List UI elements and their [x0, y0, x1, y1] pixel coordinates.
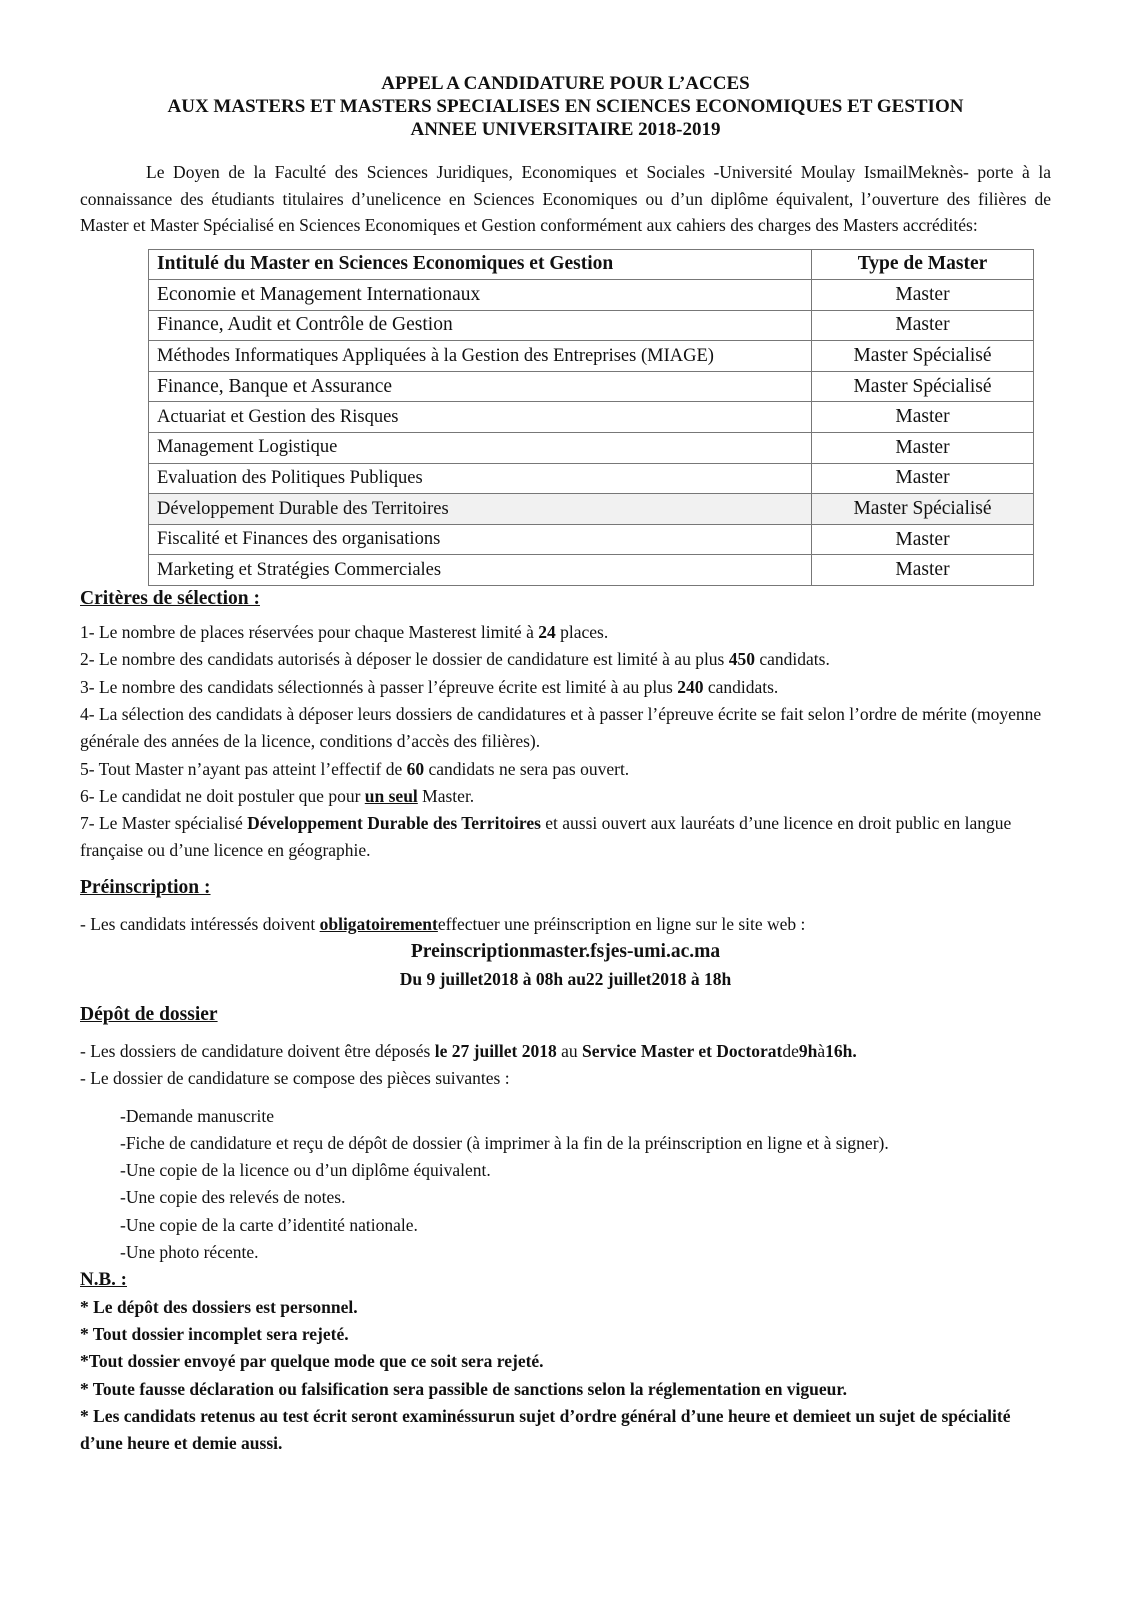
master-type: Master: [812, 555, 1034, 586]
nb-heading: N.B. :: [80, 1269, 127, 1291]
master-type: Master: [812, 280, 1034, 311]
nb-item: * Toute fausse déclaration ou falsification sera passible de sanctions selon la réglementation en vigueur.: [80, 1378, 847, 1399]
intro-paragraph: Le Doyen de la Faculté des Sciences Juridiques, Economiques et Sociales -Université Moulay IsmailMeknès- porte à la connaissance des étudiants titulaires d’unelicence en Sciences Economiques ou d’un diplôme équivalent, l’ouverture des filières de Master et Master Spécialisé en Sciences Economiques et Gestion conformément aux cahiers des charges des Masters accrédités:: [80, 162, 1051, 235]
master-name: Economie et Management Internationaux: [149, 280, 812, 311]
master-name: Evaluation des Politiques Publiques: [149, 463, 812, 494]
master-type: Master Spécialisé: [812, 494, 1034, 525]
list-item: -Une photo récente.: [120, 1242, 259, 1263]
master-type: Master: [812, 310, 1034, 341]
critere-6: 6- Le candidat ne doit postuler que pour un seul Master.: [80, 785, 475, 806]
table-row: [149, 371, 1034, 402]
document-title: [80, 72, 1051, 141]
nb-item: *Tout dossier envoyé par quelque mode que ce soit sera rejeté.: [80, 1351, 544, 1372]
master-type: Master: [812, 463, 1034, 494]
critere-3: 3- Le nombre des candidats sélectionnés à passer l’épreuve écrite est limité à au plus 240 candidats.: [80, 676, 779, 697]
header-master-name: Intitulé du Master en Sciences Economiques et Gestion: [149, 249, 812, 280]
preinscription-dates: Du 9 juillet2018 à 08h au22 juillet2018 à 18h: [399, 969, 732, 989]
table-row: [149, 402, 1034, 433]
table-row: [149, 555, 1034, 586]
depot-line-2: - Le dossier de candidature se compose des pièces suivantes :: [80, 1068, 510, 1089]
critere-7: 7- Le Master spécialisé Développement Durable des Territoires et aussi ouvert aux lauréats d’une licence en droit public en langue française ou d’une licence en géographie.: [80, 813, 1012, 861]
table-row: [149, 494, 1034, 525]
nb-item: * Les candidats retenus au test écrit seront examinéssurun sujet d’ordre général d’une heure et demieet un sujet de spécialité d’une heure et demie aussi.: [80, 1405, 1011, 1454]
critere-1: 1- Le nombre de places réservées pour chaque Masterest limité à 24 places.: [80, 622, 609, 643]
nb-section: [80, 1266, 1051, 1457]
master-name: Actuariat et Gestion des Risques: [149, 402, 812, 433]
master-name: Management Logistique: [149, 433, 812, 464]
master-type: Master: [812, 524, 1034, 555]
list-item: -Une copie de la carte d’identité nationale.: [120, 1214, 418, 1235]
table-header-row: [149, 249, 1034, 280]
depot-text: [80, 1038, 1051, 1093]
table-row: [149, 433, 1034, 464]
title-line-2: AUX MASTERS ET MASTERS SPECIALISES EN SCIENCES ECONOMIQUES ET GESTION: [167, 96, 964, 117]
critere-2: 2- Le nombre des candidats autorisés à déposer le dossier de candidature est limité à au plus 450 candidats.: [80, 649, 830, 670]
master-name: Méthodes Informatiques Appliquées à la Gestion des Entreprises (MIAGE): [149, 341, 812, 372]
nb-item: * Le dépôt des dossiers est personnel.: [80, 1296, 358, 1317]
master-name: Fiscalité et Finances des organisations: [149, 524, 812, 555]
preinscription-site: Preinscriptionmaster.fsjes-umi.ac.ma: [410, 941, 721, 962]
master-type: Master: [812, 402, 1034, 433]
table-row: [149, 341, 1034, 372]
title-line-1: APPEL A CANDIDATURE POUR L’ACCES: [381, 73, 750, 94]
list-item: -Fiche de candidature et reçu de dépôt de dossier (à imprimer à la fin de la préinscription en ligne et à signer).: [120, 1132, 889, 1153]
table-row: [149, 463, 1034, 494]
header-master-type: Type de Master: [812, 249, 1034, 280]
nb-item: * Tout dossier incomplet sera rejeté.: [80, 1323, 349, 1344]
table-row: [149, 280, 1034, 311]
master-name: Finance, Banque et Assurance: [149, 371, 812, 402]
master-name: Finance, Audit et Contrôle de Gestion: [149, 310, 812, 341]
preinscription-heading: Préinscription :: [80, 876, 211, 898]
list-item: -Une copie de la licence ou d’un diplôme équivalent.: [120, 1160, 491, 1181]
list-item: -Une copie des relevés de notes.: [120, 1187, 346, 1208]
criteres-heading: Critères de sélection :: [80, 588, 260, 610]
master-name: Développement Durable des Territoires: [149, 494, 812, 525]
preinscription-text: - Les candidats intéressés doivent obligatoirementeffectuer une préinscription en ligne sur le site web :: [80, 913, 806, 934]
table-row: [149, 310, 1034, 341]
pieces-list: [120, 1103, 1051, 1267]
depot-line-1: - Les dossiers de candidature doivent être déposés le 27 juillet 2018 au Service Master et Doctoratde9hà16h.: [80, 1041, 857, 1061]
list-item: -Demande manuscrite: [120, 1105, 275, 1126]
critere-4: 4- La sélection des candidats à déposer leurs dossiers de candidatures et à passer l’épreuve écrite se fait selon l’ordre de mérite (moyenne générale des années de la licence, conditions d’accès des filières).: [80, 703, 1042, 752]
critere-5: 5- Tout Master n’ayant pas atteint l’effectif de 60 candidats ne sera pas ouvert.: [80, 758, 630, 779]
document-page: [80, 72, 1051, 1457]
master-name: Marketing et Stratégies Commerciales: [149, 555, 812, 586]
table-row: [149, 524, 1034, 555]
masters-table: [148, 249, 1034, 587]
master-type: Master Spécialisé: [812, 371, 1034, 402]
depot-heading: Dépôt de dossier: [80, 1004, 218, 1025]
master-type: Master: [812, 433, 1034, 464]
master-type: Master Spécialisé: [812, 341, 1034, 372]
criteres-list: [80, 619, 1051, 865]
title-line-3: ANNEE UNIVERSITAIRE 2018-2019: [410, 119, 721, 140]
